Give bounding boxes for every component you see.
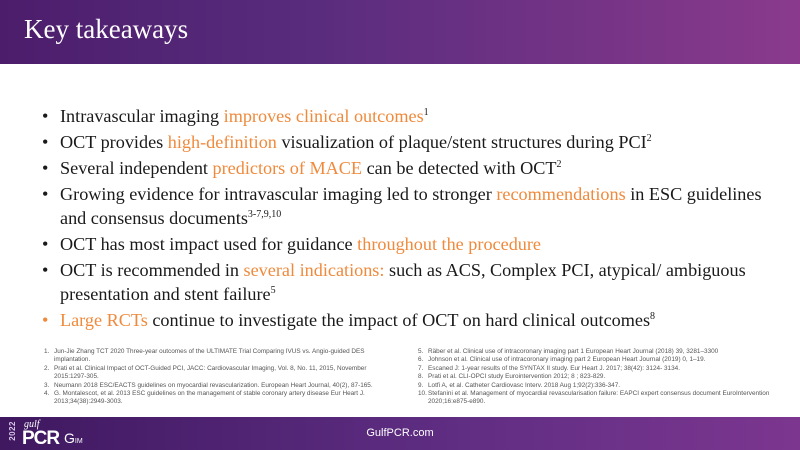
reference-superscript: 8 <box>650 311 656 322</box>
highlighted-text: several indications: <box>243 260 385 280</box>
reference-item <box>44 348 394 365</box>
takeaway-item <box>38 308 778 332</box>
logo-pcr: PCR <box>22 428 60 449</box>
reference-number: 9. <box>418 381 424 389</box>
reference-number: 10. <box>418 390 427 398</box>
takeaway-text: in ESC guidelines and consensus documents <box>60 184 762 228</box>
reference-number: 4. <box>44 390 50 398</box>
takeaway-text: visualization of plaque/stent structures during PCI <box>276 132 647 152</box>
takeaway-text: continue to investigate the impact of OCT on hard clinical outcomes <box>147 310 651 330</box>
highlighted-text: recommendations <box>496 184 626 204</box>
bullet-dot-icon: • <box>42 310 49 330</box>
highlighted-text: Large RCTs <box>60 310 148 330</box>
bullet-dot-icon: • <box>42 234 49 254</box>
logo-year: 2022 <box>8 421 17 441</box>
reference-text: Prati et al. Clinical Impact of OCT-Guided PCI, JACC: Cardiovascular Imaging, Vol. 8, No. 11, 2015, November 2015:1297-305. <box>54 364 367 381</box>
reference-item <box>418 373 778 381</box>
bullet-dot-icon: • <box>42 158 49 178</box>
reference-text: Prati et al. CLI-OPCI study Eurointervention 2012; 8 ; 823-829. <box>428 373 606 381</box>
takeaway-item <box>38 104 778 128</box>
reference-number: 6. <box>418 356 424 364</box>
highlighted-text: throughout the procedure <box>357 234 542 254</box>
reference-superscript: 2 <box>556 159 562 170</box>
takeaway-text: Growing evidence for intravascular imaging led to stronger <box>60 184 497 204</box>
highlighted-text: predictors of MACE <box>212 158 363 178</box>
takeaway-text: Several independent <box>60 158 213 178</box>
logo-gulf: gulf <box>24 419 40 430</box>
title-bar <box>0 0 800 64</box>
reference-number: 8. <box>418 373 424 381</box>
slide-title: Key takeaways <box>24 14 189 44</box>
reference-item <box>418 348 778 356</box>
reference-item <box>44 382 394 390</box>
takeaway-text: OCT is recommended in <box>60 260 244 280</box>
reference-superscript: 3-7,9,10 <box>247 209 282 220</box>
reference-text: Lotfi A, et al. Catheter Cardiovasc Interv. 2018 Aug 1;92(2):336-347. <box>428 381 621 389</box>
reference-item <box>418 356 778 364</box>
reference-item <box>44 390 394 407</box>
reference-text: Escaned J: 1-year results of the SYNTAX II study. Eur Heart J. 2017; 38(42): 3124- 3134. <box>428 364 680 372</box>
reference-number: 2. <box>44 364 50 372</box>
reference-text: Neumann 2018 ESC/EACTS guidelines on myocardial revascularization. European Heart Journal, 40(2), 87-165. <box>54 381 373 389</box>
reference-superscript: 2 <box>646 133 652 144</box>
reference-superscript: 1 <box>423 107 429 118</box>
references-left <box>44 348 394 407</box>
reference-superscript: 5 <box>270 285 276 296</box>
takeaway-text: Intravascular imaging <box>60 106 224 126</box>
footer-url: GulfPCR.com <box>366 427 434 439</box>
takeaway-item <box>38 232 778 256</box>
reference-number: 1. <box>44 348 50 355</box>
takeaway-item <box>38 182 778 230</box>
highlighted-text: high-definition <box>167 132 277 152</box>
takeaway-item <box>38 130 778 154</box>
bullet-dot-icon: • <box>42 132 49 152</box>
reference-number: 5. <box>418 348 424 355</box>
bullet-dot-icon: • <box>42 184 49 204</box>
footer-bar <box>0 417 800 450</box>
bullet-dot-icon: • <box>42 260 49 280</box>
reference-text: Stefanini et al. Management of myocardial revascularisation failure: EAPCI expert consensus document EuroIntervention 2020;16:e875-e890. <box>428 390 770 406</box>
takeaway-text: OCT provides <box>60 132 168 152</box>
reference-item <box>418 365 778 373</box>
takeaway-text: can be detected with OCT <box>362 158 557 178</box>
reference-text: Jun-Jie Zhang TCT 2020 Three-year outcomes of the ULTIMATE Trial Comparing IVUS vs. Angio-guided DES implantation. <box>54 348 365 364</box>
takeaway-item <box>38 258 778 306</box>
reference-number: 3. <box>44 381 50 389</box>
reference-text: G. Montalescot, et al. 2013 ESC guidelines on the management of stable coronary artery disease Eur Heart J. 2013;34(38):2949-3003. <box>54 390 365 406</box>
reference-item <box>44 365 394 382</box>
reference-number: 7. <box>418 364 424 372</box>
reference-item <box>418 382 778 390</box>
takeaway-text: OCT has most impact used for guidance <box>60 234 358 254</box>
highlighted-text: improves clinical outcomes <box>223 106 424 126</box>
takeaway-text: such as ACS, Complex PCI, atypical/ ambiguous presentation and stent failure <box>60 260 746 304</box>
reference-text: Johnson et al. Clinical use of intracoronary imaging part 2 European Heart Journal (2019) 0, 1–19. <box>428 356 706 364</box>
takeaway-item <box>38 156 778 180</box>
reference-text: Räber et al. Clinical use of intracoronary imaging part 1 European Heart Journal (2018) 39, 3281–3300 <box>428 348 719 355</box>
references-right <box>418 348 778 407</box>
takeaways-list <box>38 104 778 334</box>
bullet-dot-icon: • <box>42 106 49 126</box>
logo-gim: GIM <box>64 430 83 446</box>
reference-item <box>418 390 778 407</box>
